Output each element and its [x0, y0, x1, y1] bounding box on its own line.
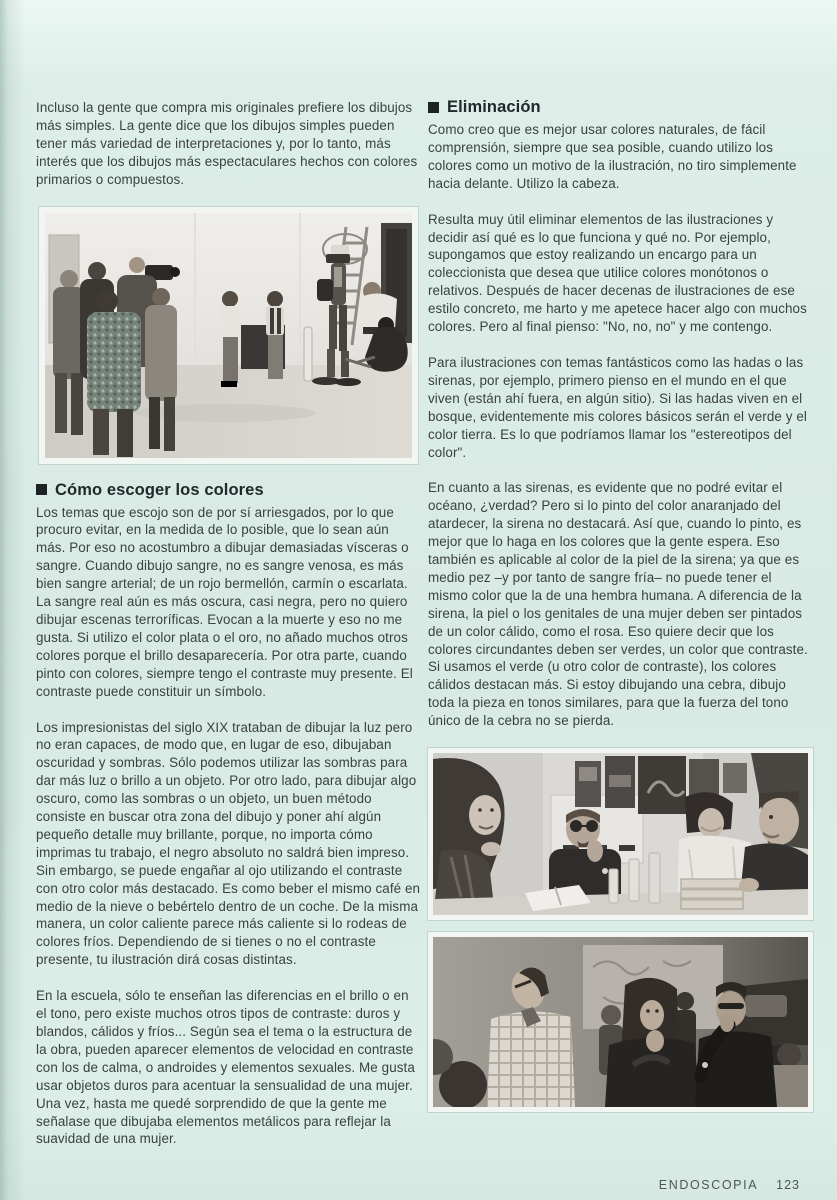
section-marker-icon: [36, 484, 47, 495]
colors-paragraph-1: Los temas que escojo son de por sí arriesgados, por lo que procuro evitar, en la medida de lo posible, que lo sean aún más. Por eso no acostumbro a dibujar demasiadas vísceras o sangre. Cuando dibujo sangre, no es sangre venosa, es más bien sangre arterial; de un rojo bermellón, carmín o escarlata. La sangre real aún es más oscura, casi negra, pero no quiero dibujar escenas terroríficas. Evocan a la muerte y eso no me gusta. Si utilizo el color plata o el oro, no añado muchos otros colores porque el brillo desaparecería. Por otra parte, cuando pinto con colores, siempre tengo el contraste muy presente. El contraste puede constituir un símbolo.: [36, 504, 413, 699]
left-column: [36, 99, 422, 1166]
photo-table-conversation: [428, 748, 813, 920]
photo2-gift-box: [681, 879, 743, 909]
photo-filming-scene: [39, 207, 418, 464]
intro-paragraph: Incluso la gente que compra mis originales prefiere los dibujos más simples. La gente dice que los dibujos simples pueden tener más variedad de interpretaciones y, por lo tanto, más interés que los dibujos más espectaculares hechos con colores primarios o compuestos.: [36, 100, 418, 187]
eliminacion-paragraph-4: En cuanto a las sirenas, es evidente que no podré evitar el océano, ¿verdad? Pero si lo pinto del color anaranjado del atardecer, la sirena no destacará. Así que, cuando lo pinto, es mejor que lo haga en los colores que la gente espera. Eso también es aplicable al color de la piel de la sirena; ya que es medio pez –y por tanto de sangre fría– no puede tener el mismo color que la de una hembra humana. A diferencia de la sirena, la piel o los genitales de una mujer deben ser pintados de un color cálido, como el rosa. Eso quiere decir que los colores circundantes deben ser verdes, un color que contraste. Si usamos el verde (u otro color de contraste), los colores cálidos destacan más. Si estoy dibujando una cebra, dibujo toda la pieza en tonos similares, para que la fuerza del tono único de la cebra no se pierda.: [428, 480, 808, 729]
right-column: [428, 97, 814, 1112]
section-marker-icon: [428, 102, 439, 113]
photo-gallery-crowd: [428, 932, 813, 1112]
page-footer: [0, 1178, 800, 1192]
section-title: Cómo escoger los colores: [55, 480, 264, 499]
eliminacion-paragraph-2: Resulta muy útil eliminar elementos de las ilustraciones y decidir así qué es lo que funciona y qué no. Por ejemplo, supongamos que estoy realizando un encargo para un coleccionista que desea que utilice colores monótonos o relativos. Después de hacer decenas de ilustraciones de ese estilo concreto, me harto y me apetece hacer algo con muchos colores. Pero al final pienso: "No, no, no" y me contengo.: [428, 211, 807, 335]
colors-paragraph-3: En la escuela, sólo te enseñan las diferencias en el brillo o en el tono, pero existe muchos otros tipos de contraste: duros y blandos, cálidos y fríos... Según sea el tema o la estructura de la obra, pueden aparecer elementos de velocidad en contraste con los de calma, o androides y elementos sexuales. Me gusta usar objetos duros para acentuar la sensualidad de una mujer. Una vez, hasta me quedé sorprendido de que la gente me señalase que dibujaba elementos metálicos para reflejar la suavidad de una mujer.: [36, 988, 415, 1147]
section-title: Eliminación: [447, 98, 541, 116]
section-heading-colors: [36, 480, 422, 500]
section-heading-eliminacion: [428, 97, 814, 117]
magazine-title: ENDOSCOPIA: [658, 1178, 759, 1192]
eliminacion-paragraph-1: Como creo que es mejor usar colores naturales, de fácil comprensión, siempre que sea posible, cuando utilizo los colores como un motivo de la ilustración, no tiro simplemente hacia delante. Utilizo la cabeza.: [428, 122, 797, 191]
colors-paragraph-2: Los impresionistas del siglo XIX trataban de dibujar la luz pero no eran capaces, de modo que, en lugar de eso, dibujaban oscuridad y sombras. Sólo podemos utilizar las sombras para dar más luz o brillo a un objeto. Por otro lado, para dibujar algo oscuro, como las sombras o un objeto, un buen método consiste en buscar otra zona del dibujo y poner ahí algún pequeño detalle muy brillante, porque, no importa cómo imprimas tu trabajo, el negro absoluto no saldrá bien impreso. Sin embargo, se puede engañar al ojo utilizando el contraste con otro color más destacado. Es como beber el mismo café en medio de la nieve o bebértelo dentro de un coche. De la misma manera, un color caliente parece más caliente si lo rodeas de colores fríos. Dependiendo de si tienes o no el contraste presente, tu ilustración dirá cosas distintas.: [36, 719, 421, 968]
photo1-floral-shirt-person: [87, 312, 141, 412]
page-number: 123: [776, 1178, 800, 1192]
photo1-bollard: [304, 327, 312, 381]
eliminacion-paragraph-3: Para ilustraciones con temas fantásticos como las hadas o las sirenas, por ejemplo, primero pienso en el mundo en el que viven (están ahí fuera, en algún sitio). Si las hadas viven en el bosque, evidentemente mis colores básicos serán el verde y el color tierra. Es lo que podríamos llamar los "estereotipos del color".: [428, 354, 808, 460]
